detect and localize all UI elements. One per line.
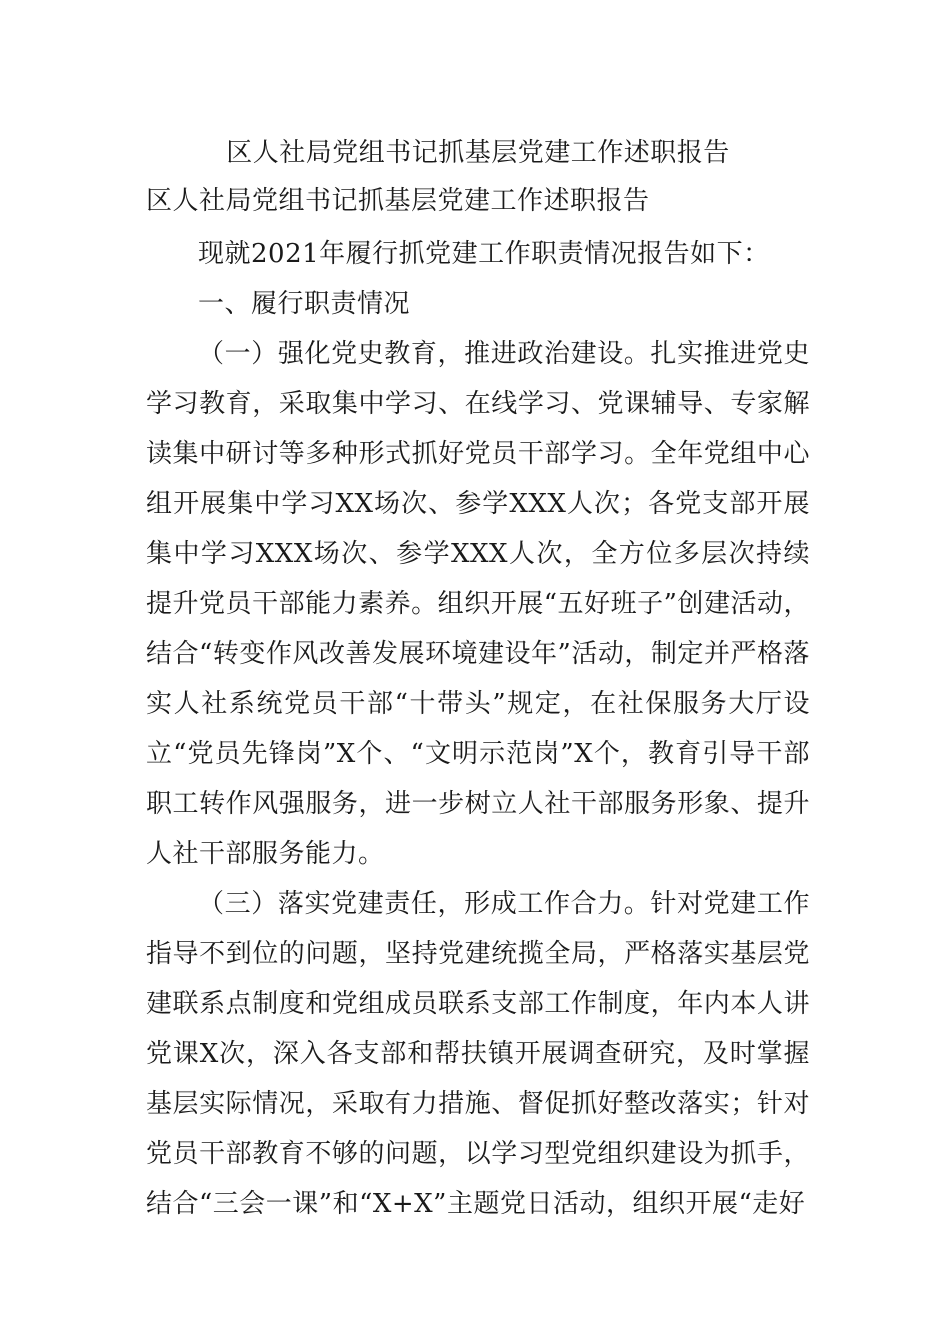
document-subtitle: 区人社局党组书记抓基层党建工作述职报告: [146, 186, 650, 216]
document-body: [146, 126, 810, 1229]
intro-paragraph: 现就2021年履行抓党建工作职责情况报告如下：: [198, 239, 770, 269]
section-heading: 一、履行职责情况: [198, 289, 411, 319]
document-title: 区人社局党组书记抓基层党建工作述职报告: [226, 138, 730, 168]
body-paragraph-3: （三）落实党建责任，形成工作合力。针对党建工作指导不到位的问题，坚持党建统揽全局，严格落实基层党建联系点制度和党组成员联系支部工作制度，年内本人讲党课X次，深入各支部和帮扶镇开展调查研究，及时掌握基层实际情况，采取有力措施、督促抓好整改落实；针对党员干部教育不够的问题，以学习型党组织建设为抓手，结合“三会一课”和“X+X”主题党日活动，组织开展“走好: [146, 889, 810, 1219]
body-paragraph-1: （一）强化党史教育，推进政治建设。扎实推进党史学习教育，采取集中学习、在线学习、党课辅导、专家解读集中研讨等多种形式抓好党员干部学习。全年党组中心组开展集中学习XX场次、参学XXX人次；各党支部开展集中学习XXX场次、参学XXX人次，全方位多层次持续提升党员干部能力素养。组织开展“五好班子”创建活动，结合“转变作风改善发展环境建设年”活动，制定并严格落实人社系统党员干部“十带头”规定，在社保服务大厅设立“党员先锋岗”X个、“文明示范岗”X个，教育引导干部职工转作风强服务，进一步树立人社干部服务形象、提升人社干部服务能力。: [146, 339, 810, 869]
